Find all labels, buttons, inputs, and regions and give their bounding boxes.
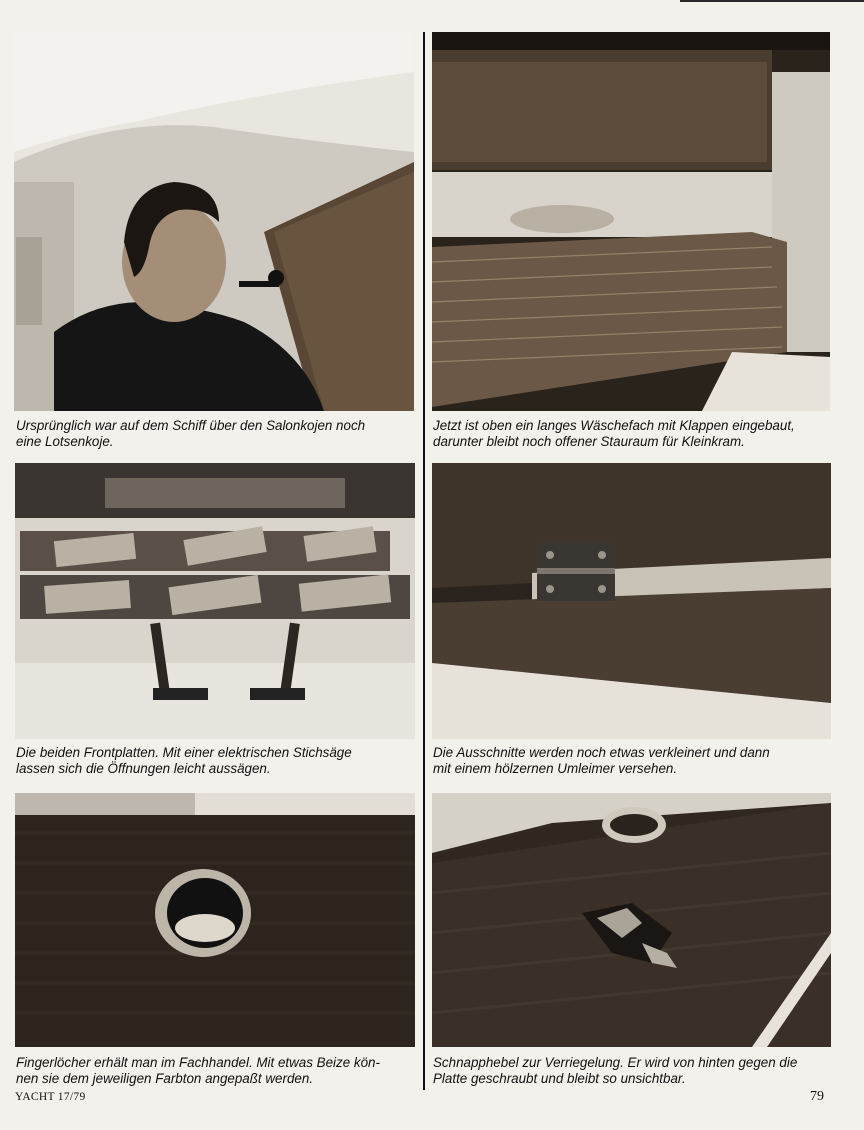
caption-2: Jetzt ist oben ein langes Wäschefach mit Klappen eingebaut, darunter bleibt noch offener Stauraum für Kleinkram. — [433, 418, 795, 449]
top-rule — [680, 0, 864, 2]
page-number: 79 — [810, 1089, 824, 1104]
caption-4: Die Ausschnitte werden noch etwas verkleinert und dann mit einem hölzernen Umleimer versehen. — [433, 745, 770, 776]
photo-frontplatten — [15, 463, 415, 739]
column-divider — [423, 32, 425, 1090]
photo-ausschnitte — [432, 463, 831, 739]
photo-waeschefach — [432, 32, 830, 411]
caption-5: Fingerlöcher erhält man im Fachhandel. Mit etwas Beize kön- nen sie dem jeweiligen Farbton angepaßt werden. — [16, 1055, 380, 1086]
caption-6: Schnapphebel zur Verriegelung. Er wird von hinten gegen die Platte geschraubt und bleibt so unsichtbar. — [433, 1055, 798, 1086]
photo-fingerloecher — [15, 793, 415, 1047]
caption-1: Ursprünglich war auf dem Schiff über den Salonkojen noch eine Lotsenkoje. — [16, 418, 366, 449]
caption-3: Die beiden Frontplatten. Mit einer elektrischen Stichsäge lassen sich die Öffnungen leicht aussägen. — [16, 745, 352, 776]
photo-lotsenkoje — [14, 32, 414, 411]
photo-schnapphebel — [432, 793, 831, 1047]
magazine-issue: YACHT 17/79 — [15, 1091, 86, 1103]
